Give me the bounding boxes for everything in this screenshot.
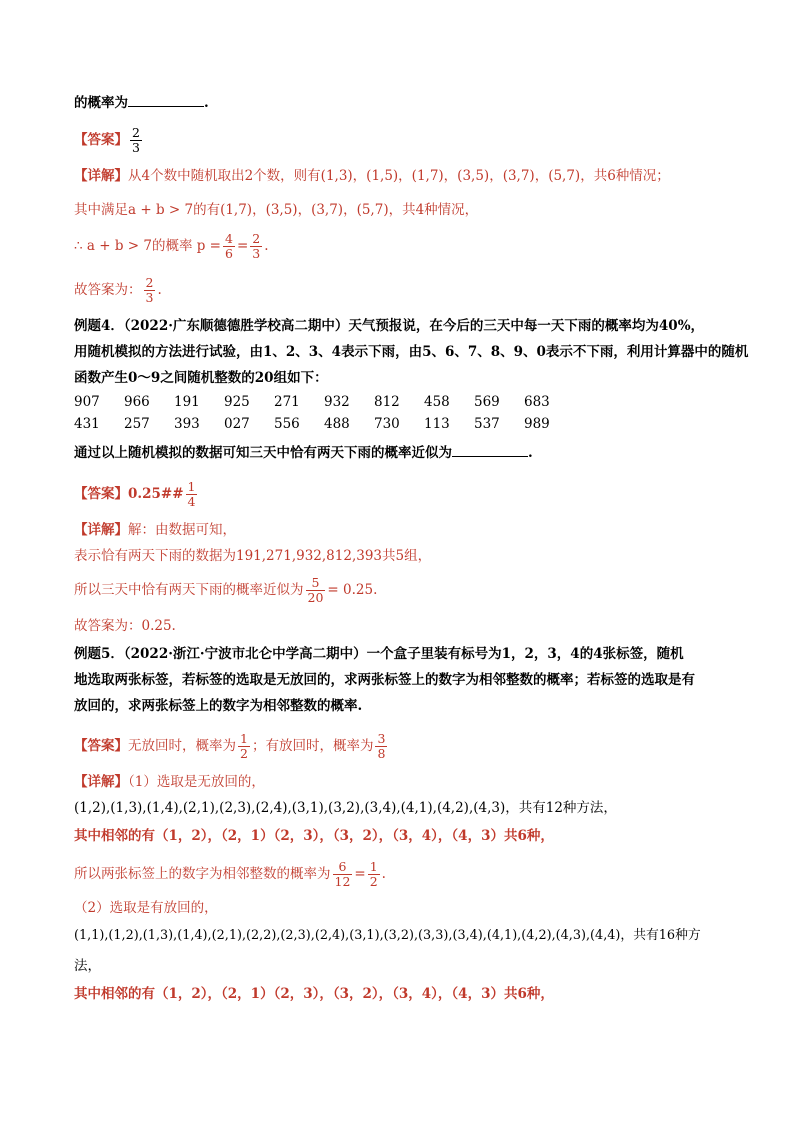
random-row-2: 431 257 393 027 556 488 730 113 537 989	[74, 416, 550, 432]
random-row-1: 907 966 191 925 271 932 812 458 569 683	[74, 394, 550, 410]
detail-5-b: (1,2),(1,3),(1,4),(2,1),(2,3),(2,4),(3,1),(3,2),(3,4),(4,1),(4,2),(4,3)，共有12种方法，	[74, 800, 617, 816]
detail-4-c: 所以三天中恰有两天下雨的概率近似为 $\frac{5}{20}$ = 0.25.	[74, 575, 378, 605]
detail-4-b: 表示恰有两天下雨的数据为191,271,932,812,393共5组，	[74, 548, 432, 564]
answer-5: 【答案】无放回时，概率为 $\frac{1}{2}$ ；有放回时，概率为 $\frac{3}{8}$	[74, 731, 386, 761]
example-4-line-2: 用随机模拟的方法进行试验，由1、2、3、4表示下雨，由5、6、7、8、9、0表示不下雨，利用计算器中的随机	[74, 344, 749, 360]
detail-5-g: 法，	[74, 958, 101, 974]
example-4-line-1: 例题4．（2022·广东顺德德胜学校高二期中）天气预报说，在今后的三天中每一天下雨的概率均为40%，	[74, 318, 705, 334]
answer-1: 【答案】 $\frac{2}{3}$	[74, 125, 140, 155]
example-5-line-1: 例题5．（2022·浙江·宁波市北仑中学高二期中）一个盒子里装有标号为1，2，3，4的4张标签，随机	[74, 646, 684, 662]
detail-5-a: 【详解】（1）选取是无放回的，	[74, 774, 265, 790]
example-5-line-2: 地选取两张标签，若标签的选取是无放回的，求两张标签上的数字为相邻整数的概率；若标签的选取是有	[74, 672, 695, 688]
answer-blank	[452, 442, 528, 457]
detail-5-c: 其中相邻的有（1，2），（2，1）（2，3），（3，2），（3，4），（4，3）共6种，	[74, 828, 554, 844]
detail-5-h: 其中相邻的有（1，2），（2，1）（2，3），（3，2），（3，4），（4，3）共6种，	[74, 986, 554, 1002]
detail-1-d: 故答案为： $\frac{2}{3}$ .	[74, 275, 162, 305]
detail-1-c: ∴ a + b > 7的概率 p = $\frac{4}{6}$ = $\frac{2}{3}$ .	[74, 231, 269, 261]
question-tail: 的概率为 .	[74, 92, 209, 113]
detail-1-a: 【详解】从4个数中随机取出2个数，则有(1,3)，(1,5)，(1,7)，(3,5)，(3,7)，(5,7)，共6种情况；	[74, 168, 670, 184]
detail-5-d: 所以两张标签上的数字为相邻整数的概率为 $\frac{6}{12}$ = $\frac{1}{2}$ .	[74, 859, 386, 889]
detail-5-e: （2）选取是有放回的，	[74, 900, 218, 916]
answer-blank	[128, 92, 204, 107]
fraction: $\frac{2}{3}$	[132, 125, 140, 155]
detail-4-d: 故答案为：0.25.	[74, 618, 176, 634]
example-4-question: 通过以上随机模拟的数据可知三天中恰有两天下雨的概率近似为 .	[74, 442, 533, 463]
detail-5-f: (1,1),(1,2),(1,3),(1,4),(2,1),(2,2),(2,3),(2,4),(3,1),(3,2),(3,3),(3,4),(4,1),(4,2),(4,3),(4,4)，共有16种方	[74, 928, 701, 943]
detail-1-b: 其中满足a + b > 7的有(1,7)，(3,5)，(3,7)，(5,7)，共4种情况，	[74, 202, 479, 218]
example-5-line-3: 放回的，求两张标签上的数字为相邻整数的概率.	[74, 698, 363, 714]
example-4-line-3: 函数产生0～9之间随机整数的20组如下：	[74, 370, 328, 386]
answer-4: 【答案】0.25## $\frac{1}{4}$	[74, 479, 196, 509]
detail-4-a: 【详解】解：由数据可知，	[74, 522, 236, 538]
